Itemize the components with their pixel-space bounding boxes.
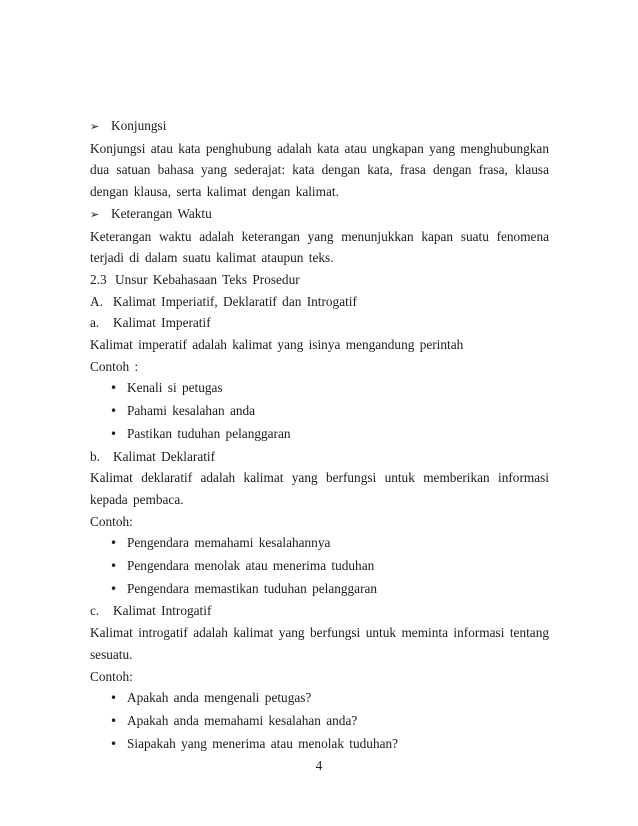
lettered-item — [90, 600, 549, 622]
bullet-icon: • — [110, 691, 118, 706]
item-marker: b. — [90, 448, 100, 464]
item-text: Apakah anda mengenali petugas? — [127, 690, 312, 706]
lettered-item — [90, 291, 549, 313]
item-text: Kalimat Introgatif — [113, 603, 212, 619]
item-text: Siapakah yang menerima atau menolak tuduhan? — [127, 735, 399, 751]
item-text: Pengendara memastikan tuduhan pelanggaran — [127, 580, 378, 596]
bullet-icon: • — [110, 736, 118, 751]
bullet-item — [90, 377, 549, 400]
item-text: Kalimat Imperatif — [113, 315, 211, 331]
item-text: Konjungsi — [111, 118, 167, 133]
arrow-bullet-icon: ➢ — [90, 207, 100, 221]
bullet-item — [90, 733, 549, 756]
item-text: Kalimat Imperiatif, Deklaratif dan Introgatif — [113, 293, 357, 309]
item-text: Unsur Kebahasaan Teks Prosedur — [115, 271, 300, 287]
item-text: Pahami kesalahan anda — [127, 403, 256, 419]
arrow-item — [90, 203, 549, 226]
item-text: Kenali si petugas — [127, 380, 223, 396]
bullet-icon: • — [110, 581, 118, 596]
bullet-icon: • — [110, 559, 118, 574]
paragraph: Keterangan waktu adalah keterangan yang menunjukkan kapan suatu fenomena terjadi di dalam suatu kalimat ataupun teks. — [90, 228, 549, 266]
paragraph: Contoh: — [90, 668, 133, 684]
item-marker: A. — [90, 293, 103, 309]
paragraph: Kalimat introgatif adalah kalimat yang berfungsi untuk meminta informasi tentang sesuatu. — [90, 625, 549, 662]
bullet-item — [90, 532, 549, 555]
paragraph: Contoh: — [90, 513, 133, 529]
bullet-item — [90, 423, 549, 446]
bullet-icon: • — [110, 713, 118, 728]
item-text: Pengendara menolak atau menerima tuduhan — [127, 558, 375, 574]
bullet-item — [90, 578, 549, 601]
bullet-item — [90, 555, 549, 578]
paragraph: Contoh : — [90, 358, 139, 374]
item-marker: 2.3 — [90, 271, 107, 287]
page-content — [90, 115, 549, 755]
bullet-item — [90, 400, 549, 423]
bullet-icon: • — [110, 536, 118, 551]
lettered-item — [90, 312, 549, 334]
paragraph: Kalimat imperatif adalah kalimat yang isinya mengandung perintah — [90, 337, 464, 353]
item-text: Pengendara memahami kesalahannya — [127, 535, 331, 551]
item-text: Pastikan tuduhan pelanggaran — [127, 425, 291, 441]
item-text: Kalimat Deklaratif — [113, 448, 216, 464]
item-marker: a. — [90, 315, 100, 331]
page-number: 4 — [315, 758, 323, 773]
arrow-bullet-icon: ➢ — [90, 120, 100, 133]
lettered-item — [90, 446, 549, 468]
item-marker: c. — [90, 603, 100, 619]
bullet-icon: • — [110, 381, 118, 396]
paragraph: Konjungsi atau kata penghubung adalah kata atau ungkapan yang menghubungkan dua satuan bahasa yang sederajat: kata dengan kata, frasa dengan frasa, klausa dengan klausa, serta kalimat dengan kalimat. — [90, 140, 549, 200]
numbered-heading — [90, 269, 549, 291]
arrow-item — [90, 115, 549, 138]
item-text: Keterangan Waktu — [111, 205, 212, 221]
bullet-icon: • — [110, 426, 118, 441]
paragraph: Kalimat deklaratif adalah kalimat yang berfungsi untuk memberikan informasi kepada pembaca. — [90, 470, 549, 507]
bullet-icon: • — [110, 404, 118, 419]
item-text: Apakah anda memahami kesalahan anda? — [127, 712, 358, 728]
bullet-item — [90, 687, 549, 710]
bullet-item — [90, 710, 549, 733]
